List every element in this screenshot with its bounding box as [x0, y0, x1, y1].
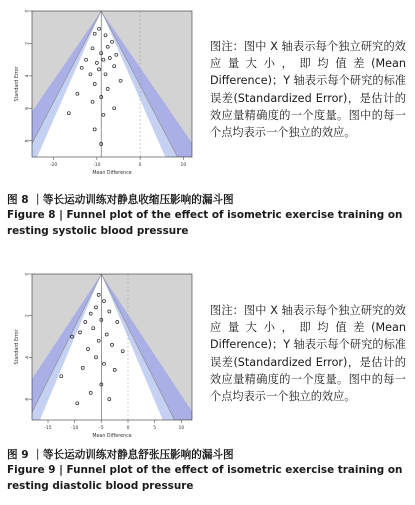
y-tick-label: 6 — [25, 106, 31, 110]
x-axis-label: Mean Difference — [92, 171, 132, 176]
x-tick-label: -10 — [70, 426, 79, 431]
y-tick-label: 2 — [25, 42, 31, 45]
x-tick-label: 5 — [153, 426, 157, 431]
figure-9 — [0, 262, 415, 505]
y-axis-label: Standard Error — [15, 329, 20, 365]
x-tick-label: -5 — [99, 426, 104, 431]
y-tick-label: 0 — [25, 272, 31, 276]
x-tick-label: -15 — [44, 426, 52, 431]
x-tick-label: 10 — [180, 163, 187, 168]
funnel-plot-9 — [10, 268, 198, 440]
funnel-plot-9-svg — [10, 268, 198, 440]
y-tick-label: 4 — [25, 355, 31, 359]
figure-9-caption-cn: 图 9 ｜等长运动训练对静息舒张压影响的漏斗图 — [7, 449, 234, 461]
funnel-plot-8-svg — [10, 5, 198, 177]
y-tick-label: 0 — [25, 9, 31, 13]
figure-9-caption-en: Figure 9 | Funnel plot of the effect of isometric exercise training on resting diastolic blood pressure — [7, 464, 403, 492]
x-axis-label: Mean Difference — [92, 434, 132, 439]
funnel-plot-8 — [10, 5, 198, 177]
figure-9-note: 图注：图中 X 轴表示每个独立研究的效应量大小，即均值差(Mean Difference)；Y 轴表示每个研究的标准误差(Standardized Error)，是估计的效应量精确度的一个度量。图中的每一个点均表示一个独立的效应。 — [210, 304, 406, 404]
plot-area — [10, 11, 198, 165]
y-axis-label: Standard Error — [15, 66, 20, 102]
y-tick-label: 8 — [25, 139, 31, 143]
x-tick-label: 0 — [138, 163, 142, 168]
figure-8-caption-en: Figure 8 | Funnel plot of the effect of isometric exercise training on resting systolic blood pressure — [7, 209, 403, 237]
y-tick-label: 4 — [25, 74, 31, 78]
x-tick-label: 0 — [126, 426, 130, 431]
x-tick-label: 10 — [178, 426, 185, 431]
x-tick-label: -10 — [93, 163, 101, 168]
y-tick-label: 2 — [25, 314, 31, 318]
plot-area — [10, 274, 198, 430]
y-tick-label: 6 — [25, 397, 31, 401]
figure-8 — [0, 0, 415, 245]
figure-8-note: 图注：图中 X 轴表示每个独立研究的效应量大小，即均值差(Mean Difference)；Y 轴表示每个研究的标准误差(Standardized Error)，是估计的效应量精确度的一个度量。图中的每一个点均表示一个独立的效应。 — [210, 40, 406, 140]
figure-8-caption-cn: 图 8 ｜等长运动训练对静息收缩压影响的漏斗图 — [7, 194, 234, 206]
x-tick-label: -20 — [49, 163, 58, 168]
